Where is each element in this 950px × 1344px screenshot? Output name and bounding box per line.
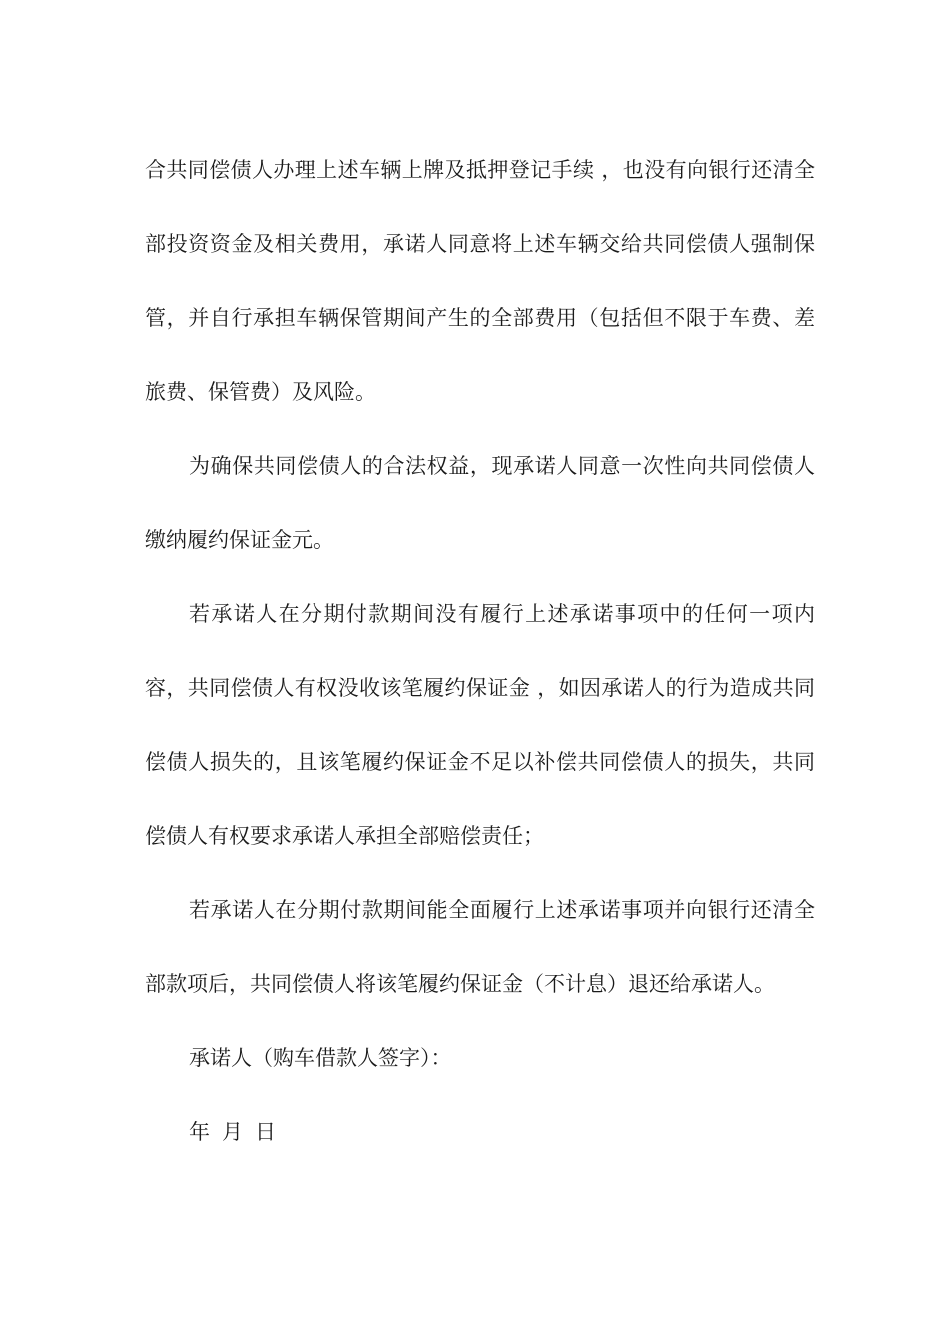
- date-year: 年: [189, 1120, 210, 1144]
- paragraph-continuation: 合共同偿债人办理上述车辆上牌及抵押登记手续 ，也没有向银行还清全部投资资金及相关费用，承诺人同意将上述车辆交给共同偿债人强制保管，并自行承担车辆保管期间产生的全部费用（包括但不限于车费、差旅费、保管费）及风险。: [145, 158, 815, 404]
- date-month: 月: [222, 1120, 243, 1144]
- paragraph-refund: 若承诺人在分期付款期间能全面履行上述承诺事项并向银行还清全部款项后，共同偿债人将该笔履约保证金（不计息）退还给承诺人。: [145, 898, 815, 996]
- signature-label: 承诺人（购车借款人签字）：: [189, 1046, 452, 1070]
- paragraph-deposit: 为确保共同偿债人的合法权益，现承诺人同意一次性向共同偿债人缴纳履约保证金元。: [145, 454, 815, 552]
- document-body: [145, 133, 815, 1169]
- paragraph-forfeit: 若承诺人在分期付款期间没有履行上述承诺事项中的任何一项内容，共同偿债人有权没收该笔履约保证金 ，如因承诺人的行为造成共同偿债人损失的，且该笔履约保证金不足以补偿共同偿债人的损失，共同偿债人有权要求承诺人承担全部赔偿责任；: [145, 602, 815, 848]
- date-line: [145, 1095, 815, 1169]
- date-day: 日: [255, 1120, 276, 1144]
